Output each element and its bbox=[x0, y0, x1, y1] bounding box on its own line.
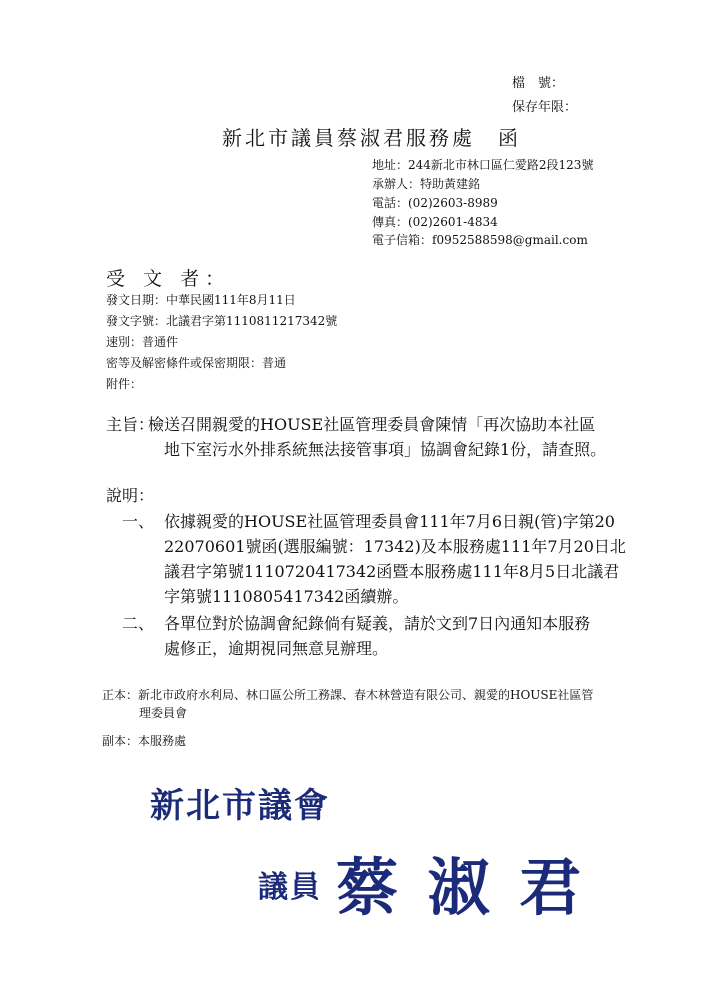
explanation-item-line: 字第號1110805417342函續辦。 bbox=[164, 587, 409, 606]
contact-address: 地址：244新北市林口區仁愛路2段123號 bbox=[372, 158, 594, 172]
contact-handler: 承辦人：特助黃建銘 bbox=[372, 177, 481, 191]
subject-line-2: 地下室污水外排系統無法接管事項」協調會紀錄1份，請查照。 bbox=[164, 440, 607, 459]
contact-phone: 電話：(02)2603-8989 bbox=[372, 196, 498, 210]
council-stamp: 新北市議會 bbox=[150, 786, 330, 826]
recipient-label: 受 文 者： bbox=[106, 268, 231, 290]
contact-fax: 傳真：(02)2601-4834 bbox=[372, 215, 498, 229]
original-recipients: 正本：新北市政府水利局、林口區公所工務課、春木林營造有限公司、親愛的HOUSE社區管 bbox=[102, 688, 594, 702]
security-level: 密等及解密條件或保密期限：普通 bbox=[106, 356, 287, 370]
document-number: 發文字號：北議君字第1110811217342號 bbox=[106, 314, 338, 328]
issue-date: 發文日期：中華民國111年8月11日 bbox=[106, 293, 296, 307]
subject-label: 主旨： bbox=[106, 415, 155, 434]
explanation-item-line: 議君字第號1110720417342函暨本服務處111年8月5日北議君 bbox=[164, 562, 620, 581]
attachment-label: 附件： bbox=[106, 377, 143, 391]
contact-email: 電子信箱：f0952588598@gmail.com bbox=[372, 233, 588, 247]
subject-line-1: 檢送召開親愛的HOUSE社區管理委員會陳情「再次協助本社區 bbox=[148, 415, 596, 434]
explanation-item-number: 二、 bbox=[122, 614, 155, 633]
copy-recipients: 副本：本服務處 bbox=[102, 734, 187, 748]
explanation-item-number: 一、 bbox=[122, 512, 155, 531]
councilor-title-stamp: 議員 bbox=[258, 870, 322, 905]
explanation-item-line: 依據親愛的HOUSE社區管理委員會111年7月6日親(管)字第20 bbox=[164, 512, 615, 531]
original-recipients-continued: 理委員會 bbox=[139, 706, 188, 720]
retention-period-label: 保存年限： bbox=[512, 100, 578, 115]
explanation-label: 說明： bbox=[106, 486, 155, 505]
councilor-signature: 蔡 淑 君 bbox=[336, 851, 586, 924]
explanation-item-line: 處修正，逾期視同無意見辦理。 bbox=[164, 639, 389, 658]
explanation-item-line: 22070601號函(選服編號：17342)及本服務處111年7月20日北 bbox=[164, 537, 626, 556]
document-title: 新北市議員蔡淑君服務處 函 bbox=[222, 126, 521, 150]
delivery-speed: 速別：普通件 bbox=[106, 335, 179, 349]
file-number-label: 檔 號： bbox=[512, 76, 565, 91]
explanation-item-line: 各單位對於協調會紀錄倘有疑義，請於文到7日內通知本服務 bbox=[164, 614, 591, 633]
